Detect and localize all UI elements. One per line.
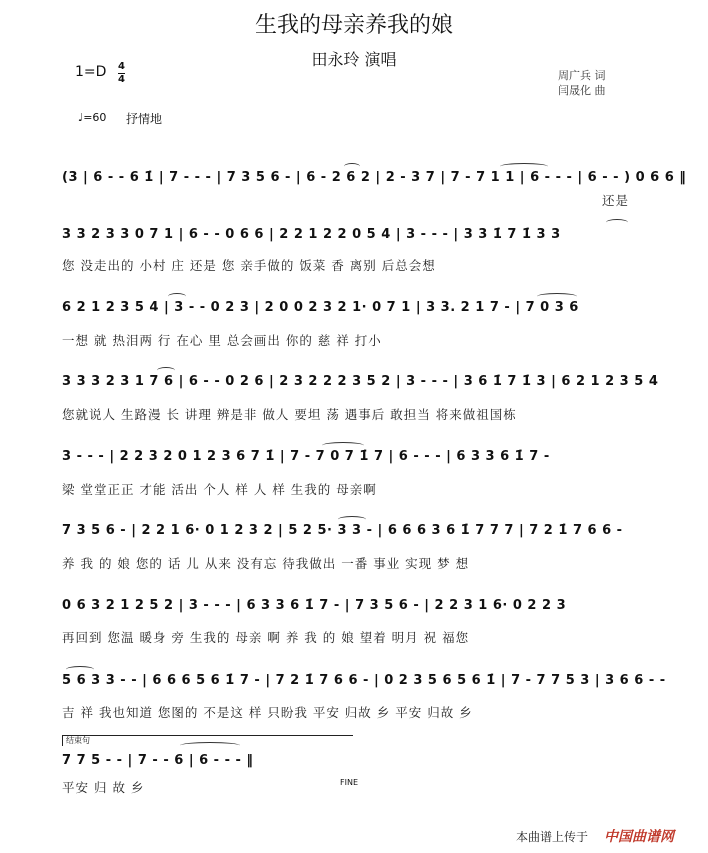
score-row-5-lyrics: 梁 堂堂正正 才能 活出 个人 样 人 样 生我的 母亲啊	[62, 482, 377, 497]
slur	[344, 163, 360, 170]
slur	[338, 516, 366, 523]
tempo-marking: ♩=60	[78, 111, 107, 124]
slur	[157, 367, 175, 374]
slur	[66, 666, 94, 673]
score-row-6-lyrics: 养 我 的 娘 您的 话 儿 从来 没有忘 待我做出 一番 事业 实现 梦 想	[62, 556, 470, 571]
score-row-4-notes: 3 3 3 2 3 1 7 6 | 6 - - 0 2 6 | 2 3 2 2 2 3 5 2 | 3 - - - | 3 6 1̇ 7 1̇ 3 | 6 2 1 2 3 5 4	[62, 374, 659, 389]
score-row-2-notes: 3 3 2 3 3 0 7 1 | 6 - - 0 6 6 | 2 2 1 2 2 0 5 4 | 3 - - - | 3 3 1̇ 7 1̇ 3 3	[62, 227, 561, 242]
score-row-8-lyrics: 吉 祥 我也知道 您图的 不是这 样 只盼我 平安 归故 乡 平安 归故 乡	[62, 705, 473, 720]
ending-label: 结束句	[66, 736, 90, 745]
meter-top: 4	[118, 61, 125, 72]
expression-marking: 抒情地	[126, 112, 163, 126]
slur	[168, 293, 186, 300]
score-row-7-lyrics: 再回到 您温 暖身 旁 生我的 母亲 啊 养 我 的 娘 望着 明月 祝 福您	[62, 630, 470, 645]
meter-bottom: 4	[118, 74, 125, 85]
composer-credit: 闫晟化 曲	[558, 84, 606, 97]
score-row-4-lyrics: 您就说人 生路漫 长 讲理 辨是非 做人 要坦 荡 遇事后 敢担当 将来做祖国栋	[62, 407, 517, 422]
score-row-5-notes: 3 - - - | 2 2 3 2 0 1 2 3 6 7 1̇ | 7 - 7 0 7 1̇ 7 | 6 - - - | 6 3 3 6 1̇ 7 -	[62, 449, 550, 464]
score-row-3-lyrics: 一想 就 热泪两 行 在心 里 总会画出 你的 慈 祥 打小	[62, 333, 382, 348]
fine-marking: FINE	[340, 778, 358, 787]
slur	[180, 742, 240, 749]
credits	[558, 68, 606, 98]
score-row-1-lyrics: 还是	[602, 193, 630, 208]
lyricist-credit: 周广兵 词	[558, 69, 606, 82]
slur	[322, 442, 364, 449]
score-row-6-notes: 7 3 5 6 - | 2 2 1 6· 0 1 2 3 2 | 5 2 5· 3 3 - | 6 6 6 3 6 1̇ 7 7 7 | 7 2 1̇ 7 6 6 -	[62, 523, 623, 538]
score-row-8-notes: 5 6 3 3 - - | 6 6 6 5 6 1̇ 7 - | 7 2 1̇ 7 6 6 - | 0 2 3 5 6 5 6 1̇ | 7 - 7 7 5 3 | 3 6 6 - -	[62, 673, 666, 688]
site-logo[interactable]: 中国曲谱网	[604, 829, 674, 845]
score-row-2-lyrics: 您 没走出的 小村 庄 还是 您 亲手做的 饭菜 香 离别 后总会想	[62, 258, 436, 273]
score-row-1-notes: (3 | 6 - - 6 1̇ | 7 - - - | 7 3 5 6 - | 6 - 2 6 2 | 2 - 3 7 | 7 - 7 1 1 | 6 - - - | 6 - - ) 0 6 6 ‖	[62, 170, 687, 185]
score-row-9-notes: 7 7 5 - - | 7 - - 6 | 6 - - - ‖	[62, 753, 254, 768]
page-title: 生我的母亲养我的娘	[254, 13, 453, 38]
score-row-3-notes: 6 2 1 2 3 5 4 | 3 - - 0 2 3 | 2 0 0 2 3 2 1· 0 7 1 | 3 3. 2 1 7 - | 7 0 3 6	[62, 300, 579, 315]
slur	[537, 293, 577, 300]
slur	[500, 163, 548, 170]
time-signature	[118, 62, 125, 85]
score-row-7-notes: 0 6 3 2 1 2 5 2 | 3 - - - | 6 3 3 6 1̇ 7 - | 7 3 5 6 - | 2 2 3 1 6· 0 2 2 3	[62, 598, 567, 613]
singer-credit: 田永玲 演唱	[311, 50, 397, 69]
slur	[606, 219, 628, 226]
key-signature: 1=D	[75, 64, 107, 80]
score-row-9-lyrics: 平安 归 故 乡	[62, 780, 145, 795]
upload-note: 本曲谱上传于	[516, 830, 589, 844]
